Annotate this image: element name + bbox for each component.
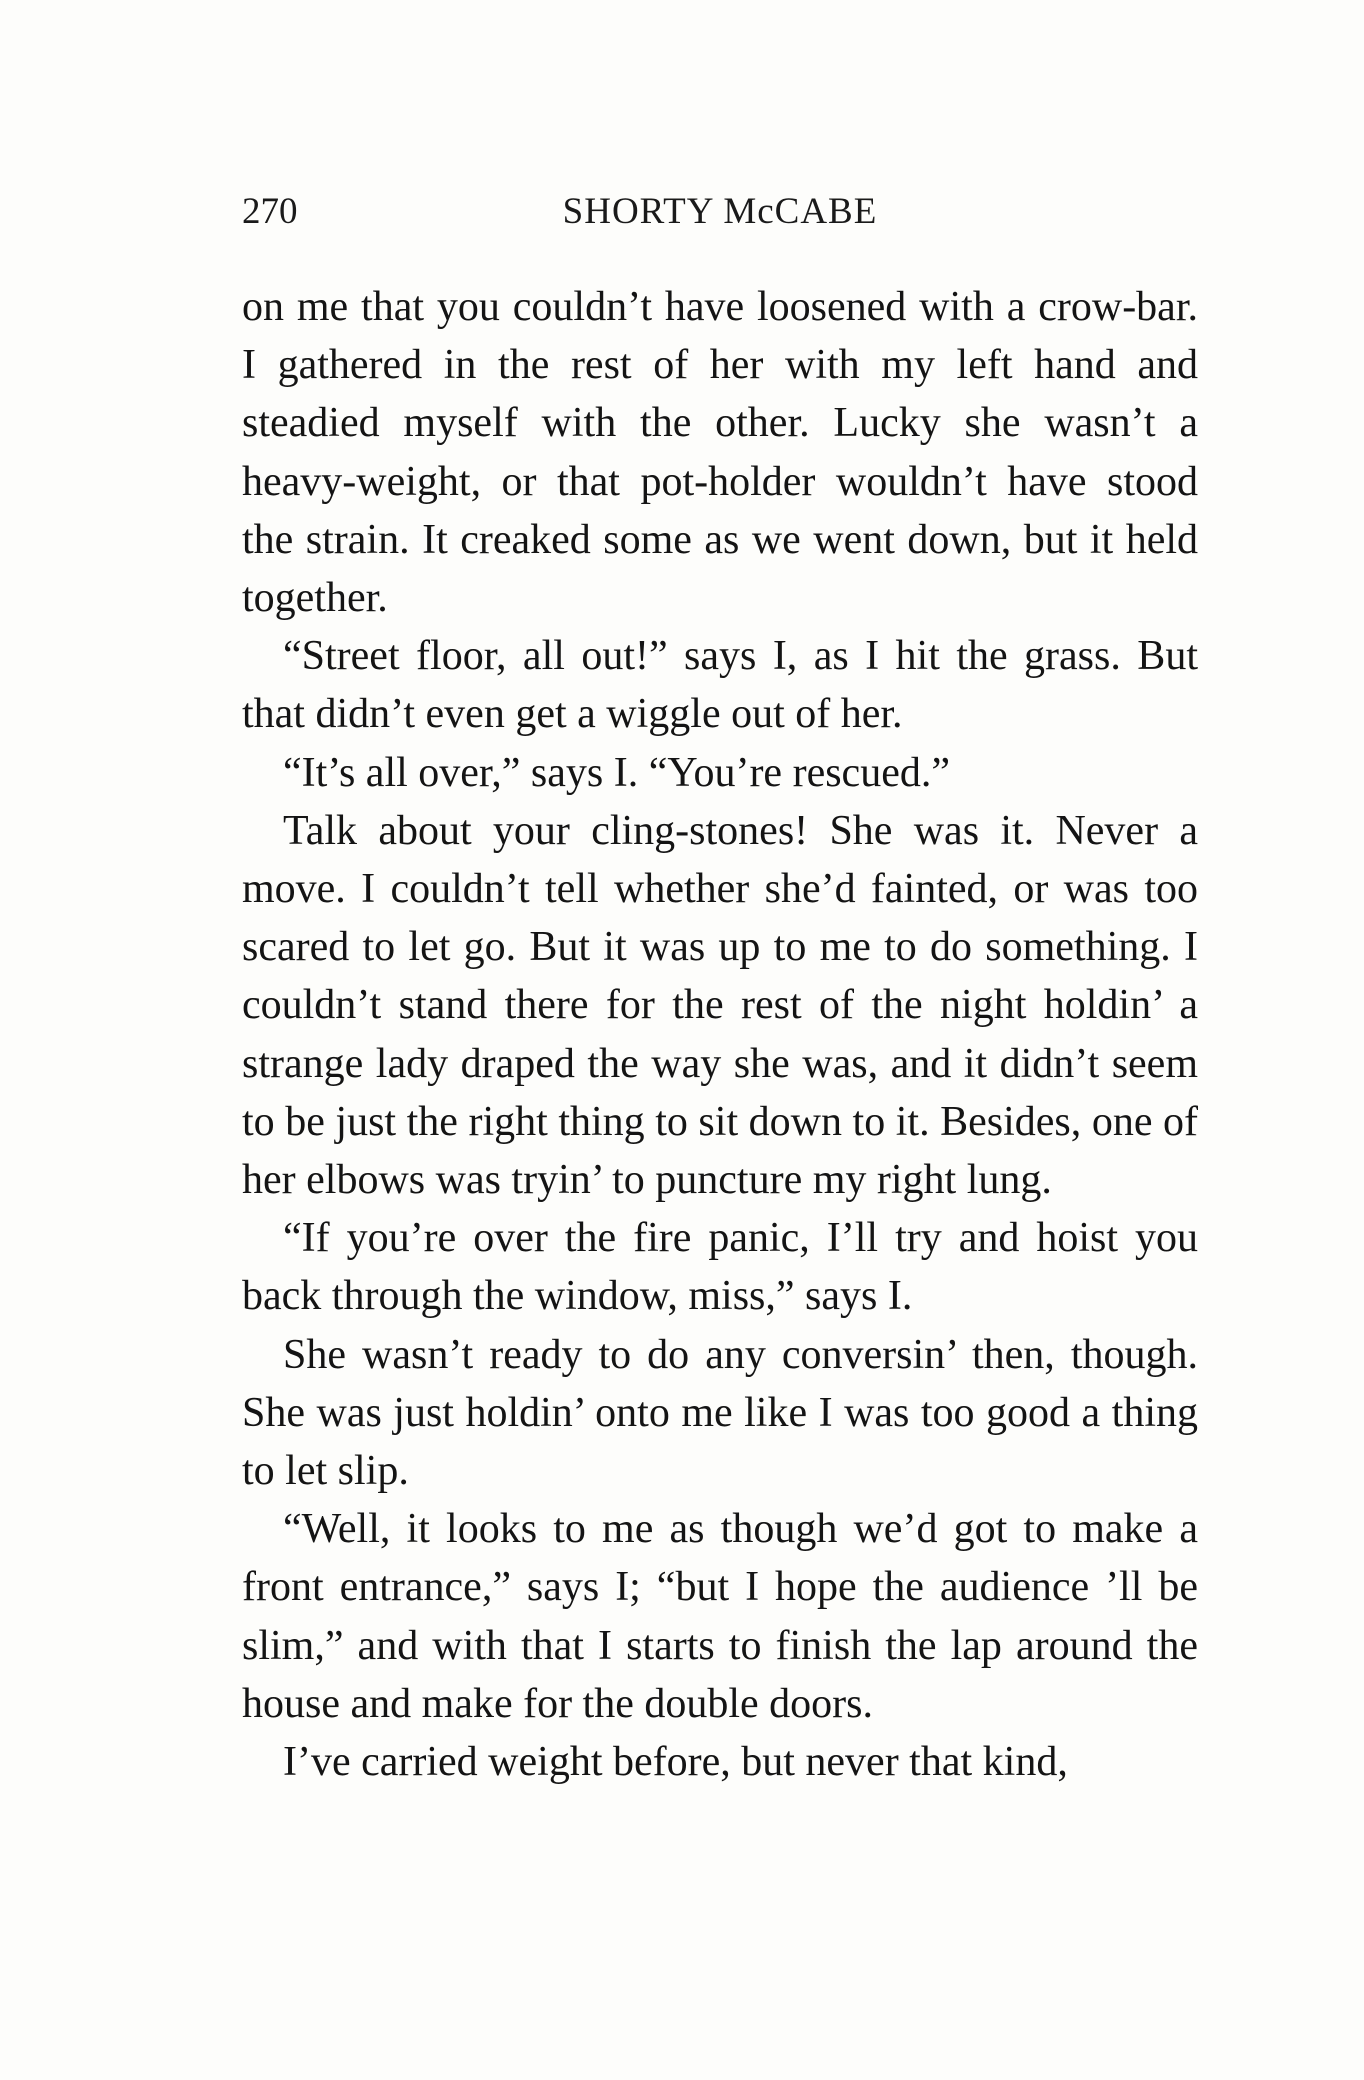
paragraph-continued: on me that you couldn’t have loosened with a crow-bar. I gathered in the rest of her with my left hand and steadied myself with the other. Lucky she wasn’t a heavy-weight, or that pot-holder wouldn’t have stood the strain. It creaked some as we went down, but it held together. <box>242 284 1198 622</box>
running-title: SHORTY McCABE <box>562 191 878 232</box>
paragraph: Talk about your cling-stones! She was it. Never a move. I couldn’t tell whether she’d fainted, or was too scared to let go. But it was up to me to do something. I couldn’t stand there for the rest of the night holdin’ a strange lady draped the way she was, and it didn’t seem to be just the right thing to sit down to it. Besides, one of her elbows was tryin’ to puncture my right lung. <box>242 807 1198 1204</box>
paragraph: “It’s all over,” says I. “You’re rescued.” <box>283 749 950 796</box>
page-number: 270 <box>242 191 298 232</box>
paragraph: “Well, it looks to me as though we’d got to make a front entrance,” says I; “but I hope the audience ’ll be slim,” and with that I starts to finish the lap around the house and make for the double doors. <box>242 1506 1198 1727</box>
body-text <box>242 278 1198 1791</box>
paragraph: “Street floor, all out!” says I, as I hit the grass. But that didn’t even get a wiggle out of her. <box>242 633 1198 738</box>
paragraph: She wasn’t ready to do any conversin’ then, though. She was just holdin’ onto me like I was too good a thing to let slip. <box>242 1331 1198 1495</box>
page-header <box>242 190 1198 242</box>
paragraph: “If you’re over the fire panic, I’ll try and hoist you back through the window, miss,” says I. <box>242 1215 1198 1320</box>
paragraph: I’ve carried weight before, but never that kind, <box>283 1739 1068 1786</box>
